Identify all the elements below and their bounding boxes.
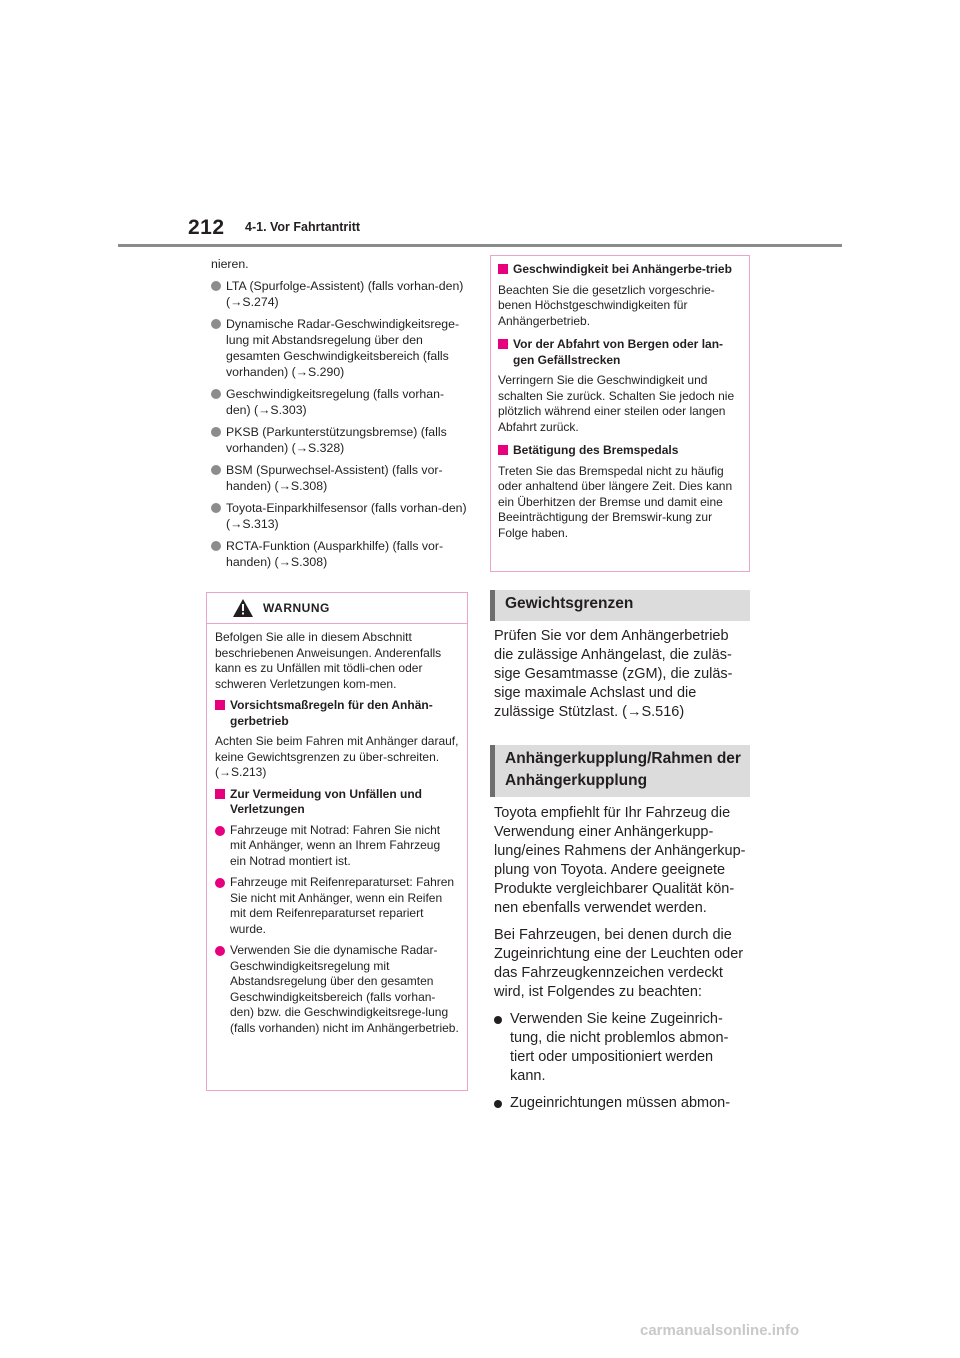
list-item: Zugeinrichtungen müssen abmon-	[494, 1094, 750, 1113]
info-paragraph: Beachten Sie die gesetzlich vorgeschrie-benen Höchstgeschwindigkeiten für Anhängerbetrieb.	[498, 282, 715, 328]
section-title: 4-1. Vor Fahrtantritt	[245, 220, 361, 234]
info-paragraph: Verringern Sie die Geschwindigkeit und schalten Sie zurück. Schalten Sie jedoch nie plötzlich während einer steilen oder langen Abfahrt zurück.	[498, 373, 735, 434]
bullet-icon	[211, 427, 221, 437]
list-item: Verwenden Sie keine Zugeinrich-tung, die nicht problemlos abmon-tiert oder umpositioniert werden kann.	[494, 1010, 750, 1086]
hitch-paragraph: Toyota empfiehlt für Ihr Fahrzeug die Verwendung einer Anhängerkupp-lung/eines Rahmens der Anhängerkup-plung von Toyota. Andere geeignete Produkte vergleichbarer Qualität kön-nen ebenfalls verwendet werden.	[494, 805, 746, 916]
square-bullet-icon	[215, 789, 225, 799]
hitch-text-block	[494, 804, 750, 1121]
info-paragraph: Treten Sie das Bremspedal nicht zu häufig oder anhaltend über längere Zeit. Dies kann ein Überhitzen der Bremse und damit eine Beeinträchtigung der Bremswir-kung zur Folge haben.	[498, 463, 733, 540]
bullet-icon	[211, 389, 221, 399]
warning-list-item: Fahrzeuge mit Notrad: Fahren Sie nicht mit Anhänger, wenn an Ihrem Fahrzeug ein Notrad montiert ist.	[215, 823, 459, 870]
page-number: 212	[188, 216, 225, 239]
list-item: Toyota-Einparkhilfesensor (falls vorhan-den) (→S.313)	[211, 500, 467, 532]
watermark-link[interactable]: carmanualsonline.info	[640, 1322, 800, 1339]
bullet-icon	[215, 946, 225, 956]
bullet-icon	[494, 1100, 502, 1108]
square-bullet-icon	[498, 264, 508, 274]
warning-header	[207, 593, 467, 624]
warning-list-item: Verwenden Sie die dynamische Radar-Geschwindigkeitsregelung mit Abstandsregelung über den gesamten Geschwindigkeitsbereich (falls vorhan-den) bzw. die Geschwindigkeitsrege-lung (falls vorhanden) nicht im Anhängerbetrieb.	[215, 943, 459, 1036]
info-subheading: Betätigung des Bremspedals	[498, 443, 742, 459]
warning-box	[206, 592, 468, 1091]
warning-triangle-icon	[232, 598, 254, 618]
intro-text: nieren.	[211, 257, 249, 271]
info-subheading: Vor der Abfahrt von Bergen oder lan-gen Gefällstrecken	[498, 337, 742, 368]
weights-paragraph: Prüfen Sie vor dem Anhängerbetrieb die zulässige Anhängelast, die zuläs-sige Gesamtmasse (zGM), die zuläs-sige maximale Achslast und die zulässige Stützlast. (→S.516)	[494, 628, 733, 720]
hitch-paragraph: Bei Fahrzeugen, bei denen durch die Zugeinrichtung eine der Leuchten oder das Fahrzeugkennzeichen verdeckt wird, ist Folgendes zu beachten:	[494, 927, 744, 1000]
info-box	[490, 255, 750, 572]
header-divider	[118, 244, 842, 247]
list-item: Geschwindigkeitsregelung (falls vorhan-den) (→S.303)	[211, 386, 467, 418]
warning-subheading: Vorsichtsmaßregeln für den Anhän-gerbetrieb	[215, 698, 459, 729]
bullet-icon	[211, 319, 221, 329]
warning-subheading: Zur Vermeidung von Unfällen und Verletzungen	[215, 787, 459, 818]
square-bullet-icon	[498, 445, 508, 455]
square-bullet-icon	[498, 339, 508, 349]
info-subheading: Geschwindigkeit bei Anhängerbe-trieb	[498, 262, 742, 278]
bullet-icon	[211, 281, 221, 291]
bullet-icon	[215, 826, 225, 836]
warning-list-item: Fahrzeuge mit Reifenreparaturset: Fahren Sie nicht mit Anhänger, wenn ein Reifen mit dem Reifenreparaturset repariert wurde.	[215, 875, 459, 937]
warning-label: WARNUNG	[263, 601, 330, 615]
left-column	[211, 256, 467, 576]
bullet-icon	[215, 878, 225, 888]
weights-heading: Gewichtsgrenzen	[490, 590, 750, 621]
list-item: LTA (Spurfolge-Assistent) (falls vorhan-den) (→S.274)	[211, 278, 467, 310]
list-item: PKSB (Parkunterstützungsbremse) (falls vorhanden) (→S.328)	[211, 424, 467, 456]
bullet-icon	[494, 1016, 502, 1024]
hitch-heading: Anhängerkupplung/Rahmen der Anhängerkupplung	[490, 745, 750, 797]
warning-intro: Befolgen Sie alle in diesem Abschnitt beschriebenen Anweisungen. Anderenfalls kann es zu Unfällen mit tödli-chen oder schweren Verletzungen kom-men.	[215, 630, 442, 691]
weights-text-block	[494, 627, 750, 730]
list-item: BSM (Spurwechsel-Assistent) (falls vor-handen) (→S.308)	[211, 462, 467, 494]
list-item: RCTA-Funktion (Ausparkhilfe) (falls vor-handen) (→S.308)	[211, 538, 467, 570]
bullet-icon	[211, 503, 221, 513]
warning-paragraph: Achten Sie beim Fahren mit Anhänger darauf, keine Gewichtsgrenzen zu über-schreiten. (→S.213)	[215, 734, 459, 779]
square-bullet-icon	[215, 700, 225, 710]
list-item: Dynamische Radar-Geschwindigkeitsrege-lung mit Abstandsregelung über den gesamten Geschwindigkeitsbereich (falls vorhanden) (→S.290)	[211, 316, 467, 380]
bullet-icon	[211, 541, 221, 551]
bullet-icon	[211, 465, 221, 475]
